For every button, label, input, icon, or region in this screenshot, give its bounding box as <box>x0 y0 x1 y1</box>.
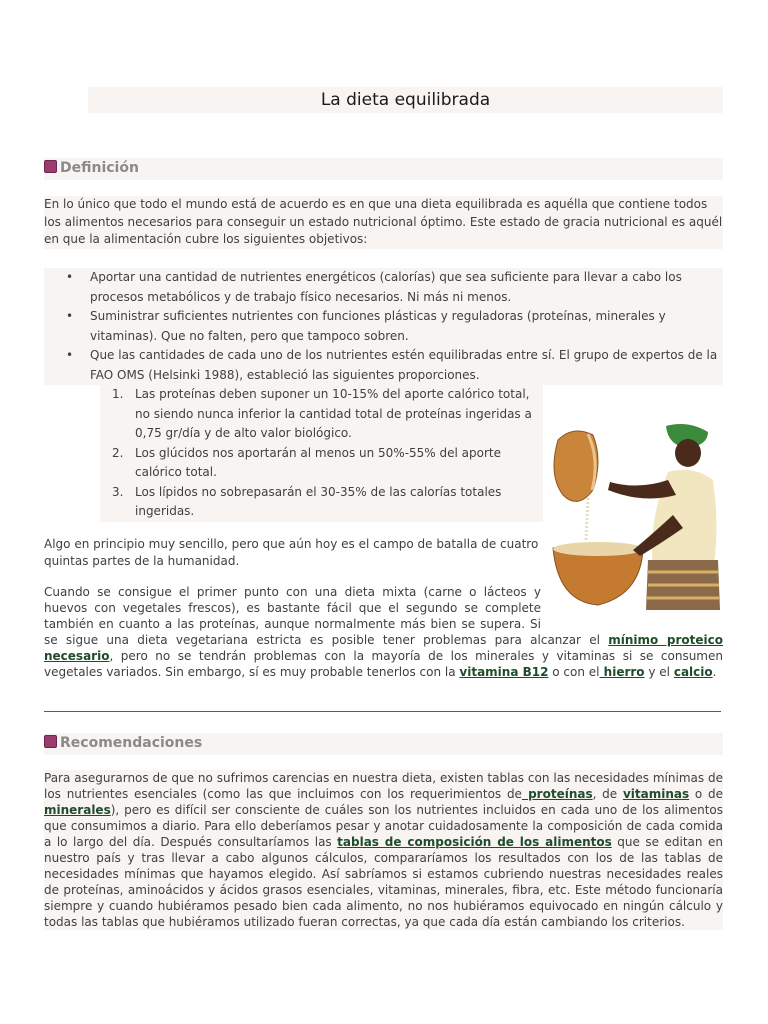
link-hierro[interactable]: hierro <box>599 665 645 679</box>
paragraph-text: , de <box>592 787 623 801</box>
paragraph-text: y el <box>644 665 674 679</box>
link-tablas-composicion[interactable]: tablas de composición de los alimentos <box>337 835 612 849</box>
paragraph-text: . <box>712 665 717 679</box>
bullet-text: Suministrar suficientes nutrientes con funciones plásticas y reguladoras (proteínas, minerales y vitaminas). Que no falten, pero que tampoco sobren. <box>90 309 666 343</box>
link-minerales[interactable]: minerales <box>44 803 111 817</box>
item-text: Los glúcidos nos aportarán al menos un 50%-55% del aporte calórico total. <box>135 445 502 479</box>
list-item <box>44 268 723 307</box>
link-calcio[interactable]: calcio <box>673 665 713 679</box>
list-item <box>44 346 723 385</box>
intro-paragraph <box>44 196 723 249</box>
paragraph-mixed-diet <box>44 584 723 680</box>
page-title-text: La dieta equilibrada <box>320 90 491 110</box>
paragraph-battlefield <box>44 536 544 570</box>
list-item <box>100 444 543 483</box>
square-bullet-icon <box>44 160 57 173</box>
section-heading-recomendaciones <box>44 733 723 755</box>
paragraph-text: Algo en principio muy sencillo, pero que aún hoy es el campo de batalla de cuatro quintas partes de la humanidad. <box>44 537 539 568</box>
link-minimo-proteico[interactable]: mínimo proteico necesario <box>44 633 724 663</box>
section-divider <box>44 711 721 712</box>
bullet-text: Aportar una cantidad de nutrientes energéticos (calorías) que sea suficiente para llevar a cabo los procesos metabólicos y de trabajo físico necesarios. Ni más ni menos. <box>90 270 682 304</box>
heading-recomendaciones-text: Recomendaciones <box>60 735 203 751</box>
item-number: 2. <box>112 445 124 460</box>
paragraph-text: Cuando se consigue el primer punto con una dieta mixta (carne o lácteos y huevos con vegetales frescos), es bastante fácil que el segundo se complete también en cuanto a las proteínas, aunque normalmente más bien se supera. Si se sigue una dieta vegetariana estricta es posible tener problemas para alcanzar el <box>44 585 609 647</box>
objectives-list <box>44 268 723 385</box>
link-vitaminas[interactable]: vitaminas <box>622 787 690 801</box>
paragraph-text: ), pero es difícil ser consciente de cuáles son los nutrientes incluidos en cada uno de los alimentos que consumimos a diario. Para ello deberíamos pesar y anotar cuidadosamente la composición de cada comida a lo largo del día. Después consultaríamos las <box>44 803 723 849</box>
bullet-text: Que las cantidades de cada uno de los nutrientes estén equilibradas entre sí. El grupo de expertos de la FAO OMS (Helsinki 1988), estableció las siguientes proporciones. <box>90 348 718 382</box>
page-title <box>88 87 723 113</box>
paragraph-text: que se editan en nuestro país y tras llevar a cabo algunos cálculos, compararíamos los resultados con los de las tablas de necesidades mínimas que hayamos elegido. Así sabríamos si estamos cubriendo nuestras necesidades reales de proteínas, aminoácidos y ácidos grasos esenciales, vitaminas, minerales, fibra, etc. Este método funcionaría siempre y cuando hubiéramos pesado bien cada alimento, no nos hubiéramos equivocado en ningún cálculo y todas las tablas que hubiéramos utilizado fueran correctas, ya que cada día están cambiando los criterios. <box>44 835 723 929</box>
list-item <box>100 483 543 522</box>
image-wrap-spacer <box>541 584 723 626</box>
paragraph-text: Para asegurarnos de que no sufrimos carencias en nuestra dieta, existen tablas con las necesidades mínimas de los nutrientes esenciales (como las que incluimos con los requerimientos de <box>44 771 723 801</box>
proportions-list <box>100 385 543 522</box>
paragraph-text: o con el <box>548 665 600 679</box>
square-bullet-icon <box>44 735 57 748</box>
heading-definicion-text: Definición <box>60 160 139 176</box>
item-text: Las proteínas deben suponer un 10-15% del aporte calórico total, no siendo nunca inferior la cantidad total de proteínas ingeridas a 0,75 gr/día y de alto valor biológico. <box>135 387 532 440</box>
item-text: Los lípidos no sobrepasarán el 30-35% de las calorías totales ingeridas. <box>135 484 502 518</box>
link-vitamina-b12[interactable]: vitamina B12 <box>459 665 549 679</box>
item-number: 1. <box>112 387 124 401</box>
link-proteinas[interactable]: proteínas <box>521 787 593 801</box>
intro-text: En lo único que todo el mundo está de acuerdo es en que una dieta equilibrada es aquélla que contiene todos los alimentos necesarios para conseguir un estado nutricional óptimo. Este estado de gracia nutricional es aquél en que la alimentación cubre los siguientes objetivos: <box>44 197 723 246</box>
item-number: 3. <box>112 484 124 499</box>
section-heading-definicion <box>44 158 723 180</box>
paragraph-text: , pero no se tendrán problemas con la mayoría de los minerales y vitaminas si se consumen vegetales variados. Sin embargo, sí es muy probable tenerlos con la <box>44 649 723 679</box>
paragraph-text: o de <box>689 787 723 801</box>
list-item <box>44 307 723 346</box>
woman-pouring-grain-illustration <box>548 420 723 610</box>
recomendaciones-paragraph <box>44 770 723 930</box>
